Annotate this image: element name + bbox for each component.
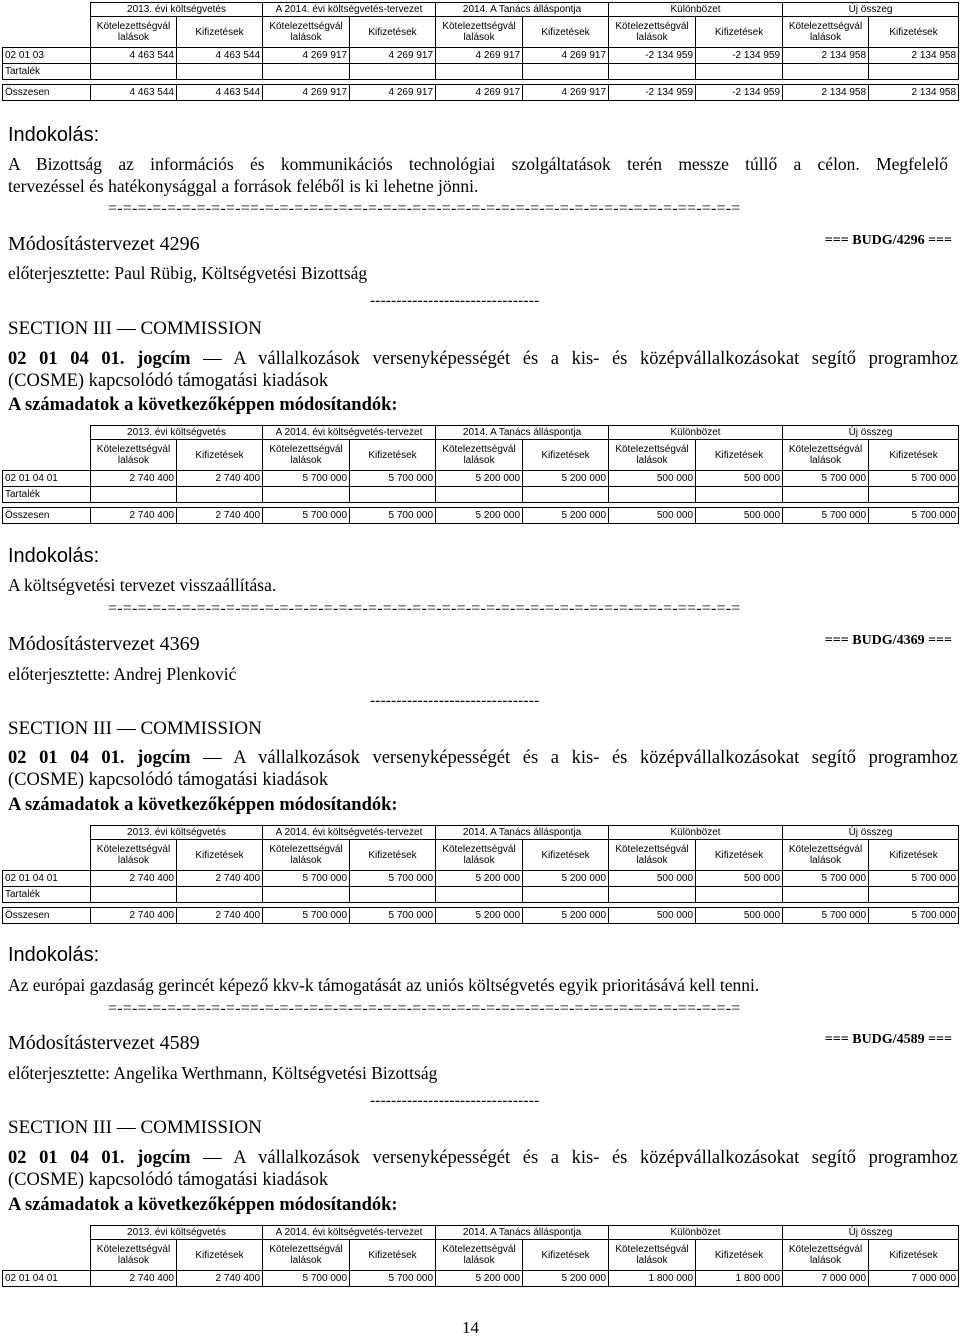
amount-cell: 5 700 000: [783, 471, 869, 487]
amount-cell: 5 200 000: [523, 1271, 609, 1287]
amount-cell: 4 269 917: [263, 48, 350, 64]
amount-cell: 4 269 917: [436, 48, 523, 64]
amount-cell: 5 700 000: [350, 471, 436, 487]
commit-header: Kötelezettségvál lalások: [436, 440, 523, 471]
amount-cell: [523, 887, 609, 903]
header-group: Különbözet: [609, 3, 783, 17]
justification-line: A Bizottság az információs és kommunikációs technológiai szolgáltatások terén messze túllő a célon. Megfelelő: [8, 154, 948, 174]
dash-rule: --------------------------------: [370, 1093, 540, 1109]
pay-header: Kifizetések: [696, 440, 783, 471]
budget-table: [2, 2, 959, 101]
header-group: Különbözet: [609, 1226, 783, 1240]
commit-header: Kötelezettségvál lalások: [783, 840, 869, 871]
section-heading: SECTION III — COMMISSION: [8, 318, 262, 339]
commit-header: Kötelezettségvál lalások: [609, 440, 696, 471]
total-amount-cell: 2 134 958: [783, 85, 869, 101]
amount-cell: [436, 64, 523, 80]
commit-header: Kötelezettségvál lalások: [436, 17, 523, 48]
amount-cell: [609, 487, 696, 503]
budget-table: [2, 425, 959, 524]
amount-cell: [783, 487, 869, 503]
pay-header: Kifizetések: [177, 17, 263, 48]
page-number: 14: [462, 1318, 479, 1337]
amendment-title: Módosítástervezet 4296: [8, 233, 200, 255]
reserve-row: [3, 887, 959, 903]
amount-cell: 1 800 000: [696, 1271, 783, 1287]
header-group: 2014. A Tanács álláspontja: [436, 426, 609, 440]
commit-header: Kötelezettségvál lalások: [91, 840, 177, 871]
commit-header: Kötelezettségvál lalások: [91, 440, 177, 471]
header-empty-cell: [3, 840, 91, 871]
commit-header: Kötelezettségvál lalások: [609, 840, 696, 871]
total-label: Összesen: [3, 85, 91, 101]
amount-cell: [350, 64, 436, 80]
total-amount-cell: 5 200 000: [523, 508, 609, 524]
total-amount-cell: 2 740 400: [177, 508, 263, 524]
header-group: 2014. A Tanács álláspontja: [436, 826, 609, 840]
pay-header: Kifizetések: [177, 440, 263, 471]
dash-rule: --------------------------------: [370, 293, 540, 309]
commit-header: Kötelezettségvál lalások: [436, 840, 523, 871]
line-code-cell: 02 01 03: [3, 48, 91, 64]
commit-header: Kötelezettségvál lalások: [783, 440, 869, 471]
total-amount-cell: 5 700 000: [263, 508, 350, 524]
amount-cell: [91, 64, 177, 80]
budget-line-word: jogcím: [137, 748, 191, 768]
header-empty-cell: [3, 1226, 91, 1240]
budget-line-row: [3, 871, 959, 887]
amount-cell: 1 800 000: [609, 1271, 696, 1287]
commit-header: Kötelezettségvál lalások: [263, 840, 350, 871]
amendment-author: előterjesztette: Paul Rübig, Költségvetési Bizottság: [8, 263, 368, 283]
budget-line-heading: [8, 348, 958, 370]
reserve-label: Tartalék: [3, 887, 91, 903]
total-amount-cell: 5 200 000: [436, 908, 523, 924]
budget-table: [2, 1225, 959, 1287]
amendment-reference: === BUDG/4369 ===: [824, 633, 952, 648]
section-heading: SECTION III — COMMISSION: [8, 1117, 262, 1138]
total-amount-cell: -2 134 959: [696, 85, 783, 101]
budget-line-row: [3, 1271, 959, 1287]
total-amount-cell: 5 700 000: [783, 908, 869, 924]
budget-line-title: — A vállalkozások versenyképességét és a kis- és középvállalkozásokat segítő programhoz: [203, 349, 958, 369]
justification-text: [8, 153, 948, 197]
amount-cell: [91, 487, 177, 503]
budget-line-title-cont: (COSME) kapcsolódó támogatási kiadások: [8, 770, 329, 790]
pay-header: Kifizetések: [350, 440, 436, 471]
header-empty-cell: [3, 17, 91, 48]
pay-header: Kifizetések: [869, 840, 959, 871]
amendment-title: Módosítástervezet 4589: [8, 1032, 200, 1054]
separator: =-=-=-=-=-=-=-=-=-==-=-=-=-=-=-=-=-=-=-=-=-=-=-=-=-=-=-=-=-=-=-=-=-=-=-=-=-=-==-=-=-=: [108, 1000, 741, 1017]
justification-heading: Indokolás:: [8, 124, 100, 146]
total-row: [3, 508, 959, 524]
commit-header: Kötelezettségvál lalások: [263, 440, 350, 471]
budget-line-code: 02 01 04 01.: [8, 1148, 125, 1168]
pay-header: Kifizetések: [696, 1240, 783, 1271]
total-amount-cell: 5 700 000: [350, 508, 436, 524]
pay-header: Kifizetések: [523, 840, 609, 871]
total-amount-cell: 5 700 000: [783, 508, 869, 524]
commit-header: Kötelezettségvál lalások: [609, 1240, 696, 1271]
header-group: Különbözet: [609, 426, 783, 440]
total-amount-cell: 5 700 000: [869, 908, 959, 924]
amount-cell: [350, 887, 436, 903]
amount-cell: 5 200 000: [523, 471, 609, 487]
reserve-row: [3, 64, 959, 80]
amount-cell: [177, 64, 263, 80]
amount-cell: [869, 487, 959, 503]
total-amount-cell: 4 463 544: [177, 85, 263, 101]
header-group: Új összeg: [783, 826, 959, 840]
amount-cell: [523, 64, 609, 80]
amount-cell: 2 740 400: [91, 471, 177, 487]
total-amount-cell: 4 269 917: [436, 85, 523, 101]
amount-cell: 2 740 400: [177, 471, 263, 487]
commit-header: Kötelezettségvál lalások: [263, 1240, 350, 1271]
commit-header: Kötelezettségvál lalások: [609, 17, 696, 48]
commit-header: Kötelezettségvál lalások: [91, 17, 177, 48]
budget-line-word: jogcím: [137, 349, 191, 369]
budget-line-row: [3, 471, 959, 487]
header-group: 2013. évi költségvetés: [91, 426, 263, 440]
justification-line: tervezéssel és hatékonysággal a források feléből is ki lehetne jönni.: [8, 176, 479, 196]
total-amount-cell: 5 700 000: [263, 908, 350, 924]
pay-header: Kifizetések: [696, 840, 783, 871]
commit-header: Kötelezettségvál lalások: [783, 1240, 869, 1271]
budget-table: [2, 825, 959, 924]
line-code-cell: 02 01 04 01: [3, 1271, 91, 1287]
separator: =-=-=-=-=-=-=-=-=-==-=-=-=-=-=-=-=-=-=-=-=-=-=-=-=-=-=-=-=-=-=-=-=-=-=-=-=-=-==-=-=-=: [108, 200, 741, 217]
header-empty-cell: [3, 1240, 91, 1271]
amount-cell: 5 700 000: [869, 471, 959, 487]
total-amount-cell: 2 134 958: [869, 85, 959, 101]
amount-cell: [436, 887, 523, 903]
justification-text: A költségvetési tervezet visszaállítása.: [8, 575, 277, 595]
amount-cell: [783, 887, 869, 903]
budget-line-heading: [8, 747, 958, 769]
amount-cell: 5 200 000: [436, 1271, 523, 1287]
section-heading: SECTION III — COMMISSION: [8, 718, 262, 739]
commit-header: Kötelezettségvál lalások: [91, 1240, 177, 1271]
amount-cell: [350, 487, 436, 503]
amount-cell: [609, 64, 696, 80]
total-amount-cell: 5 700 000: [869, 508, 959, 524]
amount-cell: 2 134 958: [783, 48, 869, 64]
amount-cell: 500 000: [696, 471, 783, 487]
pay-header: Kifizetések: [696, 17, 783, 48]
total-amount-cell: 500 000: [696, 508, 783, 524]
pay-header: Kifizetések: [177, 840, 263, 871]
header-group: A 2014. évi költségvetés-tervezet: [263, 826, 436, 840]
header-empty-cell: [3, 426, 91, 440]
total-amount-cell: 2 740 400: [91, 508, 177, 524]
total-label: Összesen: [3, 908, 91, 924]
amount-cell: [263, 487, 350, 503]
pay-header: Kifizetések: [869, 1240, 959, 1271]
amount-cell: 2 740 400: [177, 1271, 263, 1287]
header-group: 2013. évi költségvetés: [91, 3, 263, 17]
amount-cell: [609, 887, 696, 903]
total-amount-cell: 500 000: [609, 508, 696, 524]
amount-cell: 500 000: [609, 471, 696, 487]
amount-cell: 2 740 400: [91, 1271, 177, 1287]
amount-cell: 5 700 000: [263, 1271, 350, 1287]
budget-line-title: — A vállalkozások versenyképességét és a kis- és középvállalkozásokat segítő programhoz: [203, 1148, 958, 1168]
justification-text: Az európai gazdaság gerincét képező kkv-k támogatását az uniós költségvetés egyik prioritásává kell tenni.: [8, 975, 760, 995]
amount-cell: [263, 887, 350, 903]
amount-cell: [523, 487, 609, 503]
line-code-cell: 02 01 04 01: [3, 471, 91, 487]
total-label: Összesen: [3, 508, 91, 524]
amount-cell: [869, 887, 959, 903]
budget-line-word: jogcím: [137, 1148, 191, 1168]
budget-line-heading: [8, 1147, 958, 1169]
amount-cell: 4 463 544: [91, 48, 177, 64]
amount-cell: -2 134 959: [609, 48, 696, 64]
reserve-label: Tartalék: [3, 487, 91, 503]
header-group: A 2014. évi költségvetés-tervezet: [263, 3, 436, 17]
amount-cell: [783, 64, 869, 80]
amount-cell: 4 269 917: [350, 48, 436, 64]
total-amount-cell: 5 700 000: [350, 908, 436, 924]
pay-header: Kifizetések: [350, 1240, 436, 1271]
amount-cell: 5 200 000: [523, 871, 609, 887]
header-group: 2014. A Tanács álláspontja: [436, 1226, 609, 1240]
amount-cell: 5 700 000: [350, 1271, 436, 1287]
amount-cell: [177, 487, 263, 503]
amount-cell: [696, 64, 783, 80]
budget-line-title-cont: (COSME) kapcsolódó támogatási kiadások: [8, 1170, 329, 1190]
commit-header: Kötelezettségvál lalások: [783, 17, 869, 48]
modify-heading: A számadatok a következőképpen módosítandók:: [8, 1195, 398, 1215]
total-amount-cell: 2 740 400: [91, 908, 177, 924]
total-amount-cell: 500 000: [696, 908, 783, 924]
pay-header: Kifizetések: [350, 840, 436, 871]
amount-cell: -2 134 959: [696, 48, 783, 64]
amount-cell: 7 000 000: [783, 1271, 869, 1287]
budget-line-code: 02 01 04 01.: [8, 349, 125, 369]
total-amount-cell: 500 000: [609, 908, 696, 924]
amount-cell: 2 740 400: [91, 871, 177, 887]
total-amount-cell: 5 200 000: [436, 508, 523, 524]
justification-heading: Indokolás:: [8, 944, 100, 966]
total-amount-cell: 5 200 000: [523, 908, 609, 924]
modify-heading: A számadatok a következőképpen módosítandók:: [8, 795, 398, 815]
modify-heading: A számadatok a következőképpen módosítandók:: [8, 395, 398, 415]
header-group: Új összeg: [783, 1226, 959, 1240]
total-amount-cell: 2 740 400: [177, 908, 263, 924]
amount-cell: [263, 64, 350, 80]
amount-cell: 5 700 000: [869, 871, 959, 887]
justification-heading: Indokolás:: [8, 545, 100, 567]
amount-cell: [696, 487, 783, 503]
commit-header: Kötelezettségvál lalások: [263, 17, 350, 48]
reserve-label: Tartalék: [3, 64, 91, 80]
amount-cell: [869, 64, 959, 80]
header-group: Új összeg: [783, 3, 959, 17]
amount-cell: [177, 887, 263, 903]
amendment-author: előterjesztette: Andrej Plenković: [8, 664, 237, 684]
line-code-cell: 02 01 04 01: [3, 871, 91, 887]
pay-header: Kifizetések: [523, 1240, 609, 1271]
amount-cell: 500 000: [609, 871, 696, 887]
amount-cell: [91, 887, 177, 903]
amount-cell: 5 200 000: [436, 471, 523, 487]
amount-cell: 4 269 917: [523, 48, 609, 64]
pay-header: Kifizetések: [350, 17, 436, 48]
amount-cell: 5 700 000: [350, 871, 436, 887]
total-amount-cell: -2 134 959: [609, 85, 696, 101]
header-group: Új összeg: [783, 426, 959, 440]
budget-line-title: — A vállalkozások versenyképességét és a kis- és középvállalkozásokat segítő programhoz: [203, 748, 958, 768]
total-row: [3, 85, 959, 101]
header-group: A 2014. évi költségvetés-tervezet: [263, 1226, 436, 1240]
amount-cell: [436, 487, 523, 503]
header-empty-cell: [3, 440, 91, 471]
amount-cell: 5 700 000: [263, 871, 350, 887]
separator: =-=-=-=-=-=-=-=-=-==-=-=-=-=-=-=-=-=-=-=-=-=-=-=-=-=-=-=-=-=-=-=-=-=-=-=-=-=-==-=-=-=: [108, 600, 741, 617]
amount-cell: 2 134 958: [869, 48, 959, 64]
header-group: Különbözet: [609, 826, 783, 840]
amount-cell: 2 740 400: [177, 871, 263, 887]
budget-line-title-cont: (COSME) kapcsolódó támogatási kiadások: [8, 371, 329, 391]
total-amount-cell: 4 269 917: [350, 85, 436, 101]
amendment-author: előterjesztette: Angelika Werthmann, Költségvetési Bizottság: [8, 1063, 438, 1083]
header-group: 2013. évi költségvetés: [91, 826, 263, 840]
total-amount-cell: 4 269 917: [523, 85, 609, 101]
amount-cell: [696, 887, 783, 903]
header-group: 2013. évi költségvetés: [91, 1226, 263, 1240]
amount-cell: 4 463 544: [177, 48, 263, 64]
pay-header: Kifizetések: [523, 17, 609, 48]
amount-cell: 500 000: [696, 871, 783, 887]
dash-rule: --------------------------------: [370, 693, 540, 709]
header-group: 2014. A Tanács álláspontja: [436, 3, 609, 17]
total-row: [3, 908, 959, 924]
header-empty-cell: [3, 3, 91, 17]
total-amount-cell: 4 463 544: [91, 85, 177, 101]
amount-cell: 5 200 000: [436, 871, 523, 887]
pay-header: Kifizetések: [869, 17, 959, 48]
amendment-title: Módosítástervezet 4369: [8, 633, 200, 655]
pay-header: Kifizetések: [869, 440, 959, 471]
total-amount-cell: 4 269 917: [263, 85, 350, 101]
amendment-reference: === BUDG/4589 ===: [824, 1032, 952, 1047]
pay-header: Kifizetések: [177, 1240, 263, 1271]
amendment-reference: === BUDG/4296 ===: [824, 233, 952, 248]
amount-cell: 7 000 000: [869, 1271, 959, 1287]
budget-line-code: 02 01 04 01.: [8, 748, 125, 768]
header-group: A 2014. évi költségvetés-tervezet: [263, 426, 436, 440]
commit-header: Kötelezettségvál lalások: [436, 1240, 523, 1271]
pay-header: Kifizetések: [523, 440, 609, 471]
amount-cell: 5 700 000: [783, 871, 869, 887]
header-empty-cell: [3, 826, 91, 840]
reserve-row: [3, 487, 959, 503]
amount-cell: 5 700 000: [263, 471, 350, 487]
budget-line-row: [3, 48, 959, 64]
